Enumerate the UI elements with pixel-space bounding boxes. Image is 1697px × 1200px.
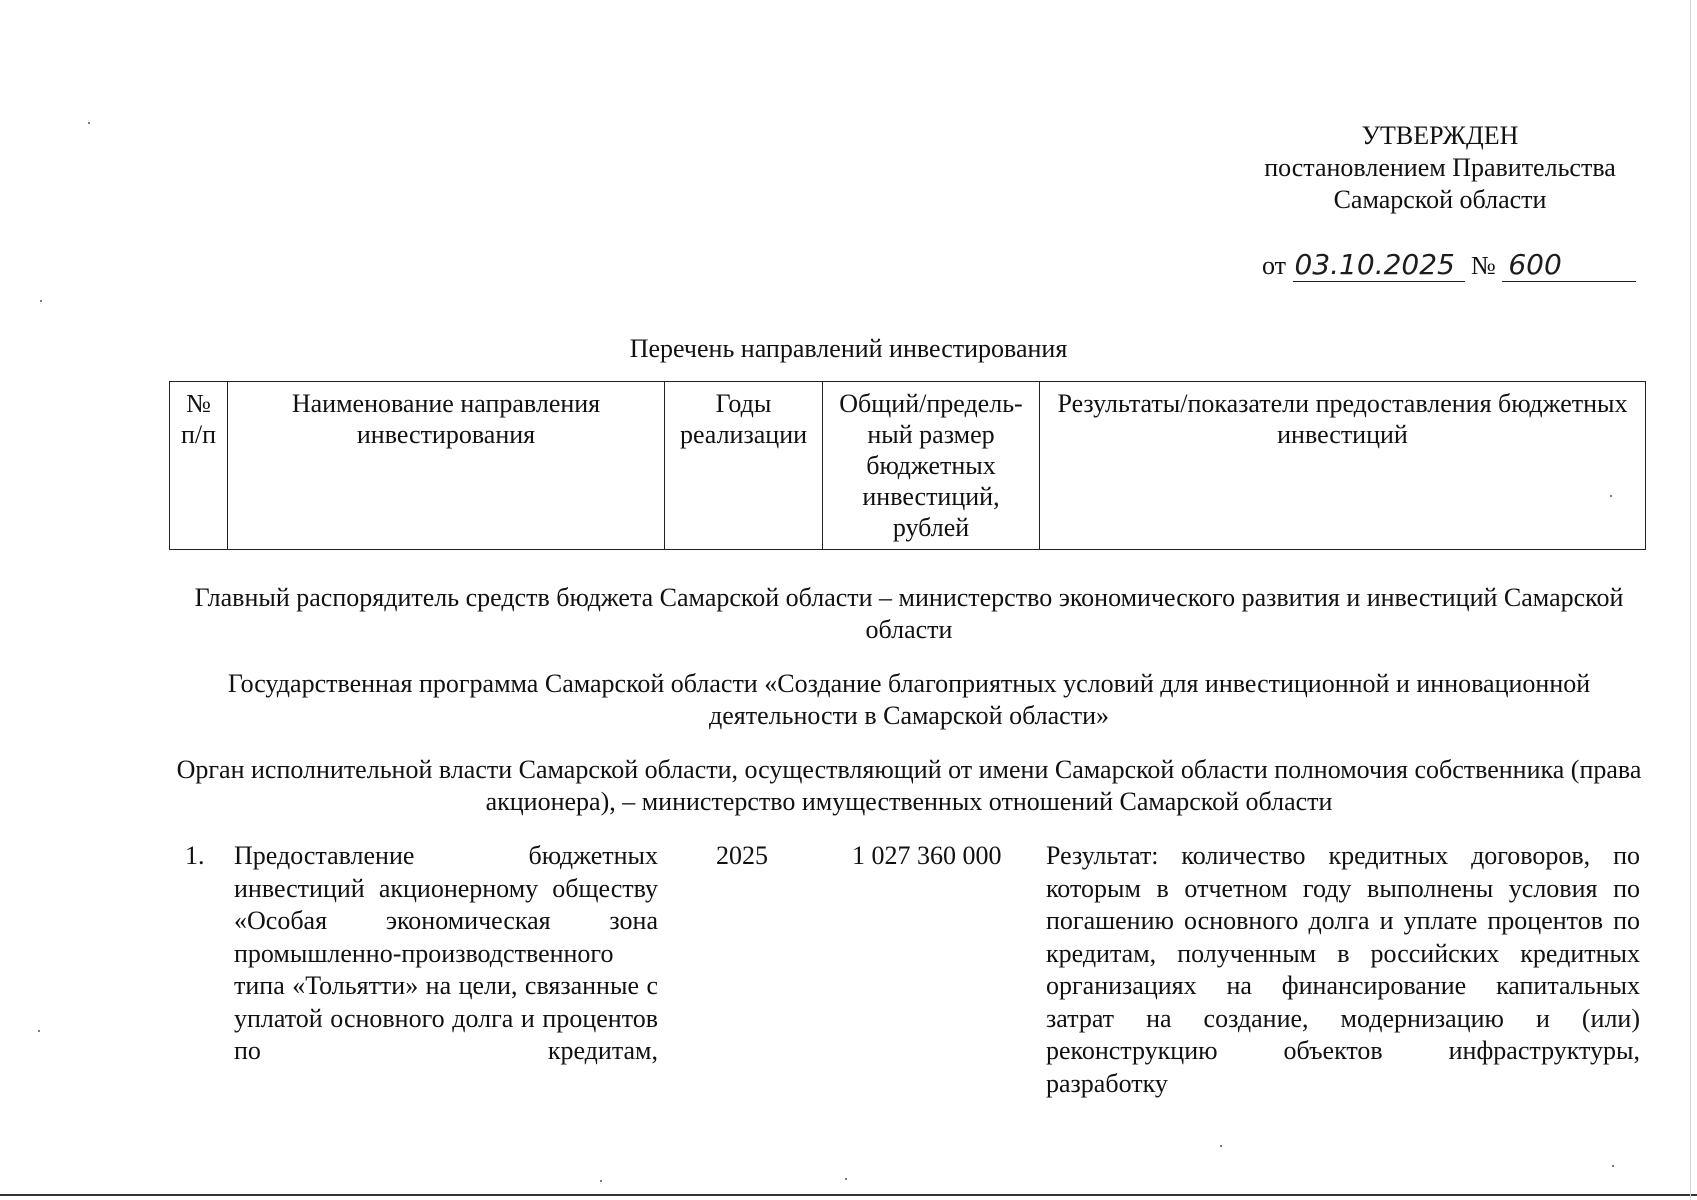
- program-heading: Государственная программа Самарской области «Создание благоприятных условий для инвестиционной и инновационной деятельности в Самарской области»: [227, 669, 1591, 730]
- row-years: 2025: [716, 841, 768, 870]
- approval-line-region: Самарской области: [1333, 185, 1547, 214]
- approval-line-resolution: постановлением Правительства: [1264, 153, 1616, 182]
- scan-speck: [1612, 1165, 1614, 1167]
- scan-bottom-edge: [0, 1194, 1697, 1196]
- investment-table-header: [169, 381, 1646, 550]
- from-label: от: [1262, 251, 1287, 280]
- row-results: Результат: количество кредитных договоров, по которым в отчетном году выполнены условия по погашению основного долга и уплате процентов по кредитам, полученным в российских кредитных организациях на финансирование капитальных затрат на создание, модернизацию и (или) реконструкцию объектов инфраструктуры, разработку: [1046, 841, 1640, 1098]
- main-administrator-heading: Главный распорядитель средств бюджета Самарской области – министерство экономического развития и инвестиций Самарской области: [194, 583, 1624, 644]
- scan-speck: [88, 122, 90, 124]
- header-number: № п/п: [170, 382, 228, 550]
- scan-speck: [38, 1030, 40, 1032]
- document-title: Перечень направлений инвестирования: [629, 334, 1068, 363]
- number-label: №: [1471, 251, 1496, 280]
- header-direction-name: Наименование направления инвестирования: [228, 382, 665, 550]
- executive-body-heading: Орган исполнительной власти Самарской области, осуществляющий от имени Самарской области полномочия собственника (права акционера), – министерство имущественных отношений Самарской области: [176, 755, 1642, 816]
- scan-speck: [845, 1178, 847, 1180]
- scan-speck: [1610, 495, 1612, 497]
- header-amount: Общий/предель-ный размер бюджетных инвестиций, рублей: [823, 382, 1040, 550]
- row-number: 1.: [185, 841, 205, 870]
- row-direction-name: Предоставление бюджетных инвестиций акционерному обществу «Особая экономическая зона промышленно-производственного типа «Тольятти» на цели, связанные с уплатой основного долга и процентов по кредитам,: [234, 841, 658, 1065]
- handwritten-number: 600: [1502, 248, 1636, 282]
- scan-speck: [600, 1180, 602, 1182]
- scan-speck: [40, 300, 42, 302]
- handwritten-date: 03.10.2025: [1293, 248, 1465, 282]
- header-results: Результаты/показатели предоставления бюджетных инвестиций: [1040, 382, 1646, 550]
- scan-right-edge: [1690, 0, 1691, 1200]
- approval-stamp: УТВЕРЖДЕН: [1361, 121, 1519, 150]
- approval-block: [1240, 120, 1640, 216]
- row-amount: 1 027 360 000: [852, 841, 1002, 870]
- header-years: Годы реализации: [665, 382, 823, 550]
- scan-speck: [1220, 1145, 1222, 1147]
- order-date-number: [1262, 248, 1636, 282]
